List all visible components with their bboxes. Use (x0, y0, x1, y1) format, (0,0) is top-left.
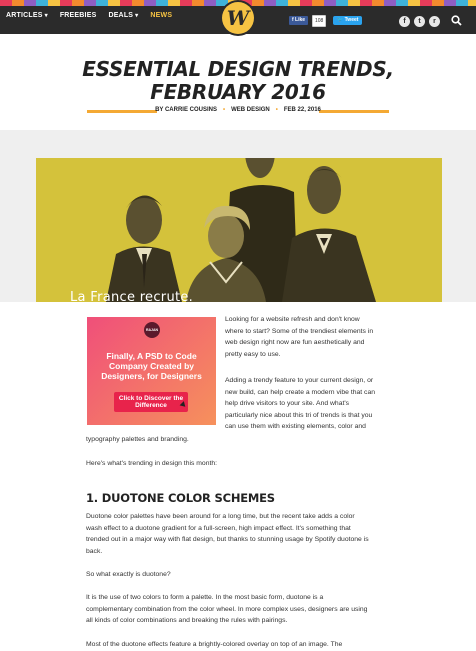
chevron-down-icon: ▾ (44, 13, 48, 19)
rss-icon[interactable]: r (429, 16, 440, 27)
tweet-button[interactable]: 🐦 Tweet (333, 16, 362, 25)
twitter-icon[interactable]: t (414, 16, 425, 27)
nav-item-freebies[interactable]: FREEBIES (59, 12, 97, 19)
chevron-down-icon: ▾ (135, 13, 139, 19)
divider (319, 110, 389, 113)
facebook-like-count: 108 (312, 15, 326, 27)
search-icon[interactable] (451, 13, 462, 31)
nav-item-articles[interactable]: ARTICLES ▾ (6, 12, 48, 19)
separator-dot: • (222, 107, 226, 113)
ad-headline: Finally, A PSD to Code Company Created by Designers, for Designers (101, 351, 202, 381)
author-link[interactable]: BY CARRIE COUSINS (155, 107, 217, 113)
hero-image (36, 158, 442, 302)
ad-cta-button[interactable]: Click to Discover the Difference (114, 392, 188, 412)
sponsor-ad[interactable] (87, 317, 216, 425)
publish-date: FEB 22, 2016 (283, 107, 321, 113)
facebook-icon[interactable]: f (399, 16, 410, 27)
separator-dot: • (275, 107, 278, 113)
duotone-question: So what exactly is duotone? (86, 571, 171, 578)
duotone-paragraph-3: Most of the duotone effects feature a brightly-colored overlay on top of an image. The (86, 641, 343, 648)
facebook-like-button[interactable]: f Like (289, 16, 308, 25)
intro-paragraph-2-tail: typography palettes and branding. (86, 436, 189, 443)
hero-tagline: La France recrute. (70, 290, 194, 302)
ad-logo: RAJAN (144, 322, 160, 338)
intro-paragraph-1: Looking for a website refresh and don't know where to start? Some of the trendiest elements in web design right now are fun aesthetically and pretty easy to use. (225, 316, 374, 358)
category-link[interactable]: WEB DESIGN (231, 107, 270, 113)
article-title: ESSENTIAL DESIGN TRENDS, FEBRUARY 2016 (82, 57, 394, 104)
duotone-paragraph-2: It is the use of two colors to form a palette. In the most basic form, duotone is a complementary combination from the color wheel. In more complex uses, designers are using all kinds of color combinations and breaking the rules with pairings. (86, 594, 368, 625)
top-navigation-bar (0, 0, 476, 34)
intro-paragraph-2: Adding a trendy feature to your current design, or new build, can help create a modern vibe that can help drive visitors to your site. And what's particularly nice about this tri of trends is that you can use them with existing elements, color and (225, 377, 376, 431)
site-logo[interactable]: W (222, 2, 254, 34)
main-nav (6, 12, 172, 19)
section-heading: 1. DUOTONE COLOR SCHEMES (86, 491, 275, 505)
lead-paragraph: Here's what's trending in design this month: (86, 460, 218, 467)
duotone-paragraph-1: Duotone color palettes have been around for a long time, but the recent take adds a color wash effect to a duotone gradient for a full-screen, high impact effect. It's something that trended out in a major way with flat design, but thanks to stunning usage by Spotify duotone is back. (86, 513, 369, 555)
article-meta (150, 107, 326, 113)
nav-item-deals[interactable]: DEALS ▾ (108, 12, 139, 19)
divider (87, 110, 157, 113)
nav-item-news[interactable]: NEWS (150, 12, 173, 19)
